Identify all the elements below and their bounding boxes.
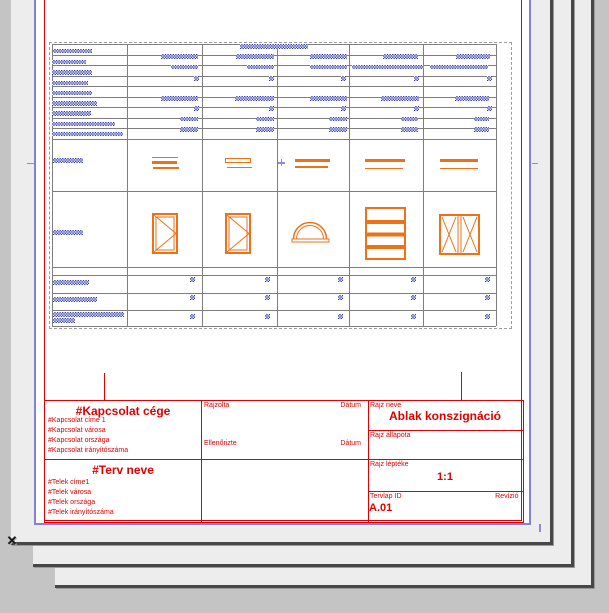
- grid-row-line: [52, 118, 496, 119]
- drawn-date-label: Dátum: [340, 401, 361, 409]
- drawing-scale-label: Rajz léptéke: [370, 461, 409, 468]
- greeked-value: [265, 277, 270, 282]
- greeked-text: [310, 96, 347, 101]
- greeked-text: [235, 96, 274, 101]
- greeked-text: [329, 127, 347, 132]
- site-city: #Telek városa: [48, 488, 92, 496]
- greeked-text: [383, 54, 418, 59]
- sheet-id-label: Tervlap ID: [370, 493, 402, 500]
- greeked-value: [190, 295, 195, 300]
- greeked-text: [180, 127, 198, 132]
- greeked-value: [485, 314, 490, 319]
- insertion-point-icon: [281, 159, 282, 166]
- greeked-text: [474, 127, 489, 132]
- checked-by-label: Ellenőrizte: [204, 440, 237, 447]
- titleblock-top-segment: [461, 372, 463, 400]
- sheet-id-value: A.01: [369, 501, 393, 514]
- drawing-status-label: Rajz állapota: [370, 431, 411, 439]
- greeked-value: [414, 106, 419, 111]
- greeked-value: [485, 295, 490, 300]
- grid-row-line: [52, 310, 496, 311]
- greeked-text: [53, 49, 92, 54]
- window-elevation-casement-col3: [225, 213, 251, 254]
- greeked-text: [401, 117, 418, 122]
- grid-row-line: [52, 97, 496, 98]
- drawing-name-value: Ablak konszignáció: [388, 409, 502, 423]
- greeked-value: [487, 106, 492, 111]
- greeked-text: [430, 65, 488, 70]
- greeked-text: [474, 117, 489, 122]
- greeked-value: [265, 314, 270, 319]
- greeked-text: [53, 230, 83, 235]
- site-postcode: #Telek irányítószáma: [48, 508, 114, 516]
- grid-row-line: [52, 86, 496, 87]
- greeked-value: [190, 314, 195, 319]
- site-country: #Telek országa: [48, 498, 96, 506]
- grid-row-line: [52, 128, 496, 129]
- site-address: #Telek címe1: [48, 478, 90, 486]
- greeked-text: [310, 54, 347, 59]
- revision-label: Revízió: [495, 493, 519, 500]
- greeked-value: [338, 295, 343, 300]
- drawing-scale-value: 1:1: [437, 470, 453, 483]
- grid-row-line: [52, 191, 496, 192]
- greeked-text: [456, 54, 490, 59]
- grid-column-line: [496, 44, 497, 327]
- grid-column-line: [349, 44, 350, 327]
- project-name: #Terv neve: [92, 462, 154, 477]
- company-postcode: #Kapcsolat irányítószáma: [48, 446, 129, 454]
- greeked-text: [53, 312, 124, 317]
- greeked-text: [236, 54, 274, 59]
- greeked-text: [247, 65, 274, 70]
- greeked-text: [52, 91, 92, 96]
- greeked-value: [194, 106, 199, 111]
- greeked-value: [411, 295, 416, 300]
- window-elevation-double-casement-col6: [439, 214, 480, 255]
- greeked-value: [414, 76, 419, 81]
- titleblock-divider: [368, 430, 523, 431]
- greeked-value: [341, 76, 346, 81]
- title-block: [44, 400, 524, 524]
- grid-row-line: [52, 326, 496, 327]
- greeked-value: [411, 314, 416, 319]
- greeked-value: [411, 277, 416, 282]
- grid-row-line: [52, 139, 496, 140]
- greeked-text: [52, 101, 97, 106]
- company-city: #Kapcsolat városa: [48, 426, 106, 434]
- greeked-value: [487, 76, 492, 81]
- greeked-text: [53, 158, 83, 163]
- titleblock-divider: [45, 459, 523, 460]
- greeked-value: [269, 106, 274, 111]
- greeked-text: [52, 81, 88, 86]
- greeked-value: [485, 277, 490, 282]
- greeked-value: [265, 295, 270, 300]
- grid-row-line: [52, 107, 496, 108]
- greeked-text: [381, 96, 419, 101]
- greeked-text: [53, 280, 89, 285]
- grid-column-line: [277, 44, 278, 327]
- greeked-text: [171, 65, 198, 70]
- window-elevation-casement-col2: [152, 213, 178, 254]
- greeked-text: [256, 117, 274, 122]
- titleblock-divider: [368, 491, 523, 492]
- window-elevation-shutter-col5: [365, 207, 406, 260]
- greeked-text: [352, 65, 424, 70]
- drawing-name-label: Rajz neve: [370, 401, 402, 409]
- company-address-1: #Kapcsolat címe 1: [48, 416, 106, 424]
- greeked-text: [52, 111, 91, 116]
- grid-column-line: [423, 44, 424, 327]
- greeked-text: [53, 297, 97, 302]
- greeked-text: [52, 122, 115, 127]
- greeked-text: [53, 318, 75, 323]
- greeked-text: [310, 65, 347, 70]
- greeked-text: [180, 117, 198, 122]
- grid-column-line: [202, 44, 203, 327]
- grid-column-line: [127, 44, 128, 327]
- checked-date-label: Dátum: [340, 440, 361, 447]
- greeked-value: [338, 314, 343, 319]
- greeked-text: [329, 117, 347, 122]
- greeked-text: [52, 70, 92, 75]
- titleblock-divider: [201, 401, 202, 523]
- greeked-text: [401, 127, 418, 132]
- greeked-text: [256, 127, 274, 132]
- drawn-by-label: Rajzolta: [204, 401, 230, 409]
- greeked-text: [161, 96, 198, 101]
- greeked-value: [338, 277, 343, 282]
- greeked-text: [161, 54, 198, 59]
- greeked-value: [190, 277, 195, 282]
- greeked-value: [341, 106, 346, 111]
- greeked-text: [52, 60, 86, 65]
- titleblock-top-segment: [104, 373, 106, 400]
- greeked-value: [194, 76, 199, 81]
- close-icon[interactable]: ✕: [6, 533, 18, 548]
- greeked-value: [269, 76, 274, 81]
- greeked-text: [455, 96, 489, 101]
- company-name: #Kapcsolat cége: [75, 403, 171, 418]
- grid-row-line: [52, 76, 496, 77]
- greeked-text: [240, 44, 308, 49]
- grid-row-line: [52, 293, 496, 294]
- grid-row-line: [52, 55, 496, 56]
- company-country: #Kapcsolat országa: [48, 436, 110, 444]
- grid-row-line: [52, 267, 496, 268]
- grid-row-line: [52, 275, 496, 276]
- window-elevation-arch-col4: [291, 221, 331, 244]
- greeked-text: [52, 132, 123, 137]
